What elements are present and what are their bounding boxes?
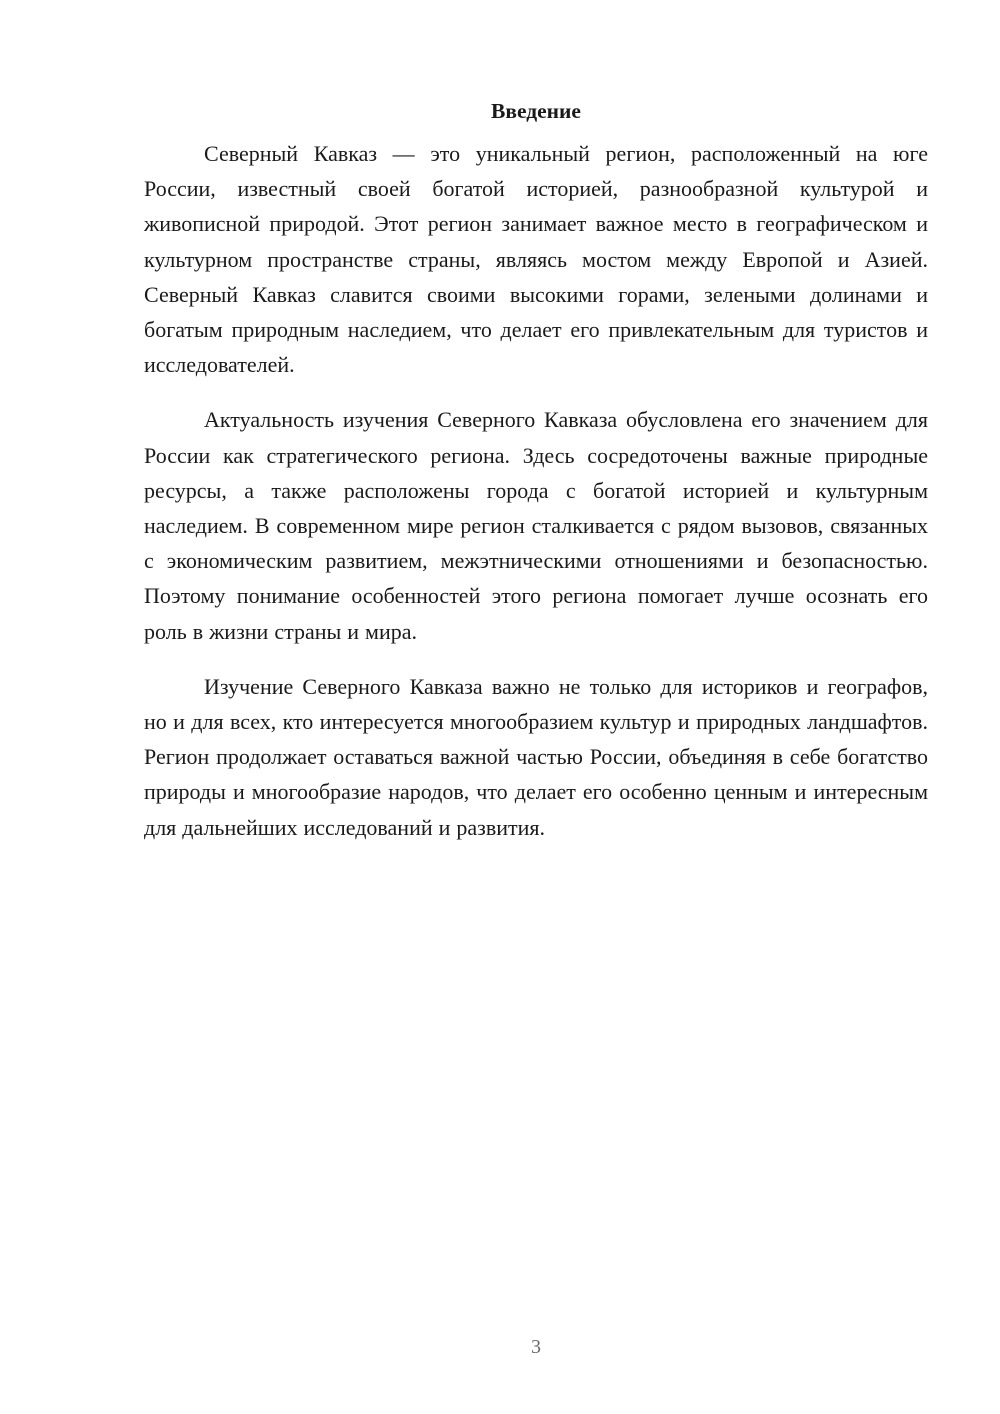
paragraph-intro: Северный Кавказ — это уникальный регион, расположенный на юге России, известный своей богатой историей, разнообразной культурой и живописной природой. Этот регион занимает важное место в географическом и культурном пространстве страны, являясь мостом между Европой и Азией. Северный Кавказ славится своими высокими горами, зелеными долинами и богатым природным наследием, что делает его привлекательным для туристов и исследователей. [144, 141, 928, 378]
page-number: 3 [531, 1336, 541, 1358]
section-title: Введение [491, 99, 581, 123]
paragraph-importance: Изучение Северного Кавказа важно не только для историков и географов, но и для всех, кто интересуется многообразием культур и природных ландшафтов. Регион продолжает оставаться важной частью России, объединяя в себе богатство природы и многообразие народов, что делает его особенно ценным и интересным для дальнейших исследований и развития. [144, 673, 928, 840]
paragraph-relevance: Актуальность изучения Северного Кавказа обусловлена его значением для России как стратегического региона. Здесь сосредоточены важные природные ресурсы, а также расположены города с богатой историей и культурным наследием. В современном мире регион сталкивается с рядом вызовов, связанных с экономическим развитием, межэтническими отношениями и безопасностью. Поэтому понимание особенностей этого региона помогает лучше осознать его роль в жизни страны и мира. [144, 407, 928, 644]
page-content [144, 97, 928, 865]
